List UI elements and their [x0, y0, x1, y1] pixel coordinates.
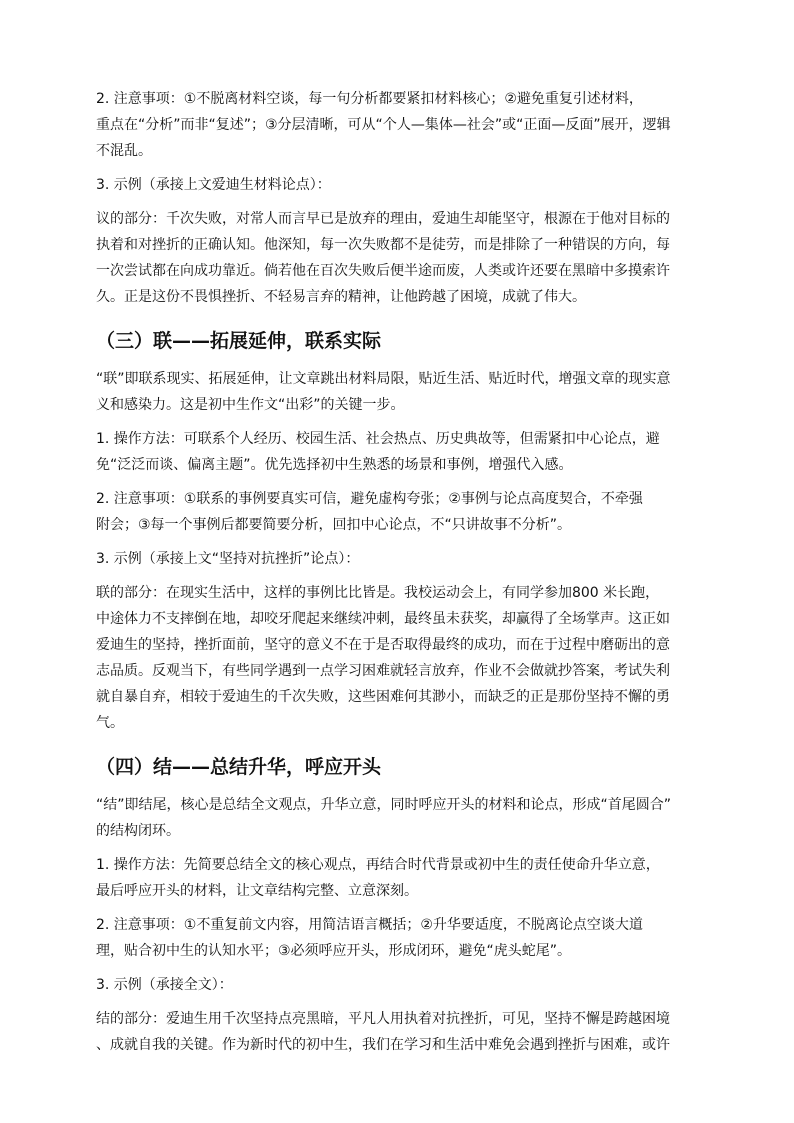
lian-method	[96, 426, 698, 478]
jie-example-label	[96, 972, 698, 998]
text-line: 志品质。反观当下，有些同学遇到一点学习困难就轻言放弃，作业不会做就抄答案，考试失利	[96, 663, 670, 679]
text-line: 附会；③每一个事例后都要简要分析，回扣中心论点，不“只讲故事不分析”。	[96, 517, 572, 533]
text-line: 久。正是这份不畏惧挫折、不轻易言弃的精神，让他跨越了困境，成就了伟大。	[96, 289, 586, 305]
text-line: 免“泛泛而谈、偏离主题”。优先选择初中生熟悉的场景和事例，增强代入感。	[96, 457, 573, 473]
text-line: 中途体力不支摔倒在地，却咬牙爬起来继续冲刺，最终虽未获奖，却赢得了全场掌声。这正如	[96, 611, 670, 627]
text-line: “联”即联系现实、拓展延伸，让文章跳出材料局限，贴近生活、贴近时代，增强文章的现实意	[96, 371, 671, 387]
text-line: 重点在“分析”而非“复述”；③分层清晰，可从“个人—集体—社会”或“正面—反面”展开，逻辑	[96, 117, 671, 133]
text-line: 2. 注意事项：①不重复前文内容，用简洁语言概括；②升华要适度，不脱离论点空谈大道	[96, 917, 643, 933]
text-line: 的结构闭环。	[96, 823, 180, 839]
text-line: 执着和对挫折的正确认知。他深知，每一次失败都不是徒劳，而是排除了一种错误的方向，每	[96, 237, 670, 253]
text-line: 1. 操作方法：先简要总结全文的核心观点，再结合时代背景或初中生的责任使命升华立意，	[96, 857, 660, 873]
text-line: 就自暴自弃，相较于爱迪生的千次失败，这些困难何其渺小，而缺乏的正是那份坚持不懈的勇	[96, 689, 670, 705]
document-page	[96, 86, 698, 1066]
text-line: 最后呼应开头的材料，让文章结构完整、立意深刻。	[96, 883, 418, 899]
lian-example	[96, 580, 698, 736]
text-line: 义和感染力。这是初中生作文“出彩”的关键一步。	[96, 397, 405, 413]
section-heading-lian: （三）联——拓展延伸，联系实际	[96, 330, 382, 352]
jie-intro	[96, 792, 698, 844]
lian-example-label	[96, 546, 698, 572]
text-line: 气。	[96, 715, 124, 731]
section3-note	[96, 86, 698, 164]
text-line: 3. 示例（承接全文）：	[96, 977, 233, 993]
section3-example-label	[96, 172, 698, 198]
text-line: 2. 注意事项：①联系的事例要真实可信，避免虚构夸张；②事例与论点高度契合，不牵强	[96, 491, 643, 507]
jie-note	[96, 912, 698, 964]
text-line: 3. 示例（承接上文爱迪生材料论点）：	[96, 177, 331, 193]
text-line: 、成就自我的关键。作为新时代的初中生，我们在学习和生活中难免会遇到挫折与困难，或许	[96, 1037, 670, 1053]
text-line: 2. 注意事项：①不脱离材料空谈，每一句分析都要紧扣材料核心；②避免重复引述材料，	[96, 91, 643, 107]
text-line: 3. 示例（承接上文“坚持对抗挫折”论点）：	[96, 551, 360, 567]
jie-example	[96, 1006, 698, 1058]
text-line: “结”即结尾，核心是总结全文观点，升华立意，同时呼应开头的材料和论点，形成“首尾圆合”	[96, 797, 672, 813]
text-line: 不混乱。	[96, 143, 152, 159]
text-line: 1. 操作方法：可联系个人经历、校园生活、社会热点、历史典故等，但需紧扣中心论点，避	[96, 431, 660, 447]
section-heading-jie: （四）结——总结升华，呼应开头	[96, 756, 382, 778]
section3-example	[96, 206, 698, 310]
lian-intro	[96, 366, 698, 418]
text-line: 结的部分：爱迪生用千次坚持点亮黑暗，平凡人用执着对抗挫折，可见，坚持不懈是跨越困境	[96, 1011, 670, 1027]
text-line: 爱迪生的坚持，挫折面前，坚守的意义不在于是否取得最终的成功，而在于过程中磨砺出的意	[96, 637, 670, 653]
jie-method	[96, 852, 698, 904]
text-line: 议的部分：千次失败，对常人而言早已是放弃的理由，爱迪生却能坚守，根源在于他对目标的	[96, 211, 670, 227]
text-line: 一次尝试都在向成功靠近。倘若他在百次失败后便半途而废，人类或许还要在黑暗中多摸索许	[96, 263, 670, 279]
text-line: 理，贴合初中生的认知水平；③必须呼应开头，形成闭环，避免“虎头蛇尾”。	[96, 943, 572, 959]
text-line: 联的部分：在现实生活中，这样的事例比比皆是。我校运动会上，有同学参加800 米长跑，	[96, 585, 660, 601]
lian-note	[96, 486, 698, 538]
